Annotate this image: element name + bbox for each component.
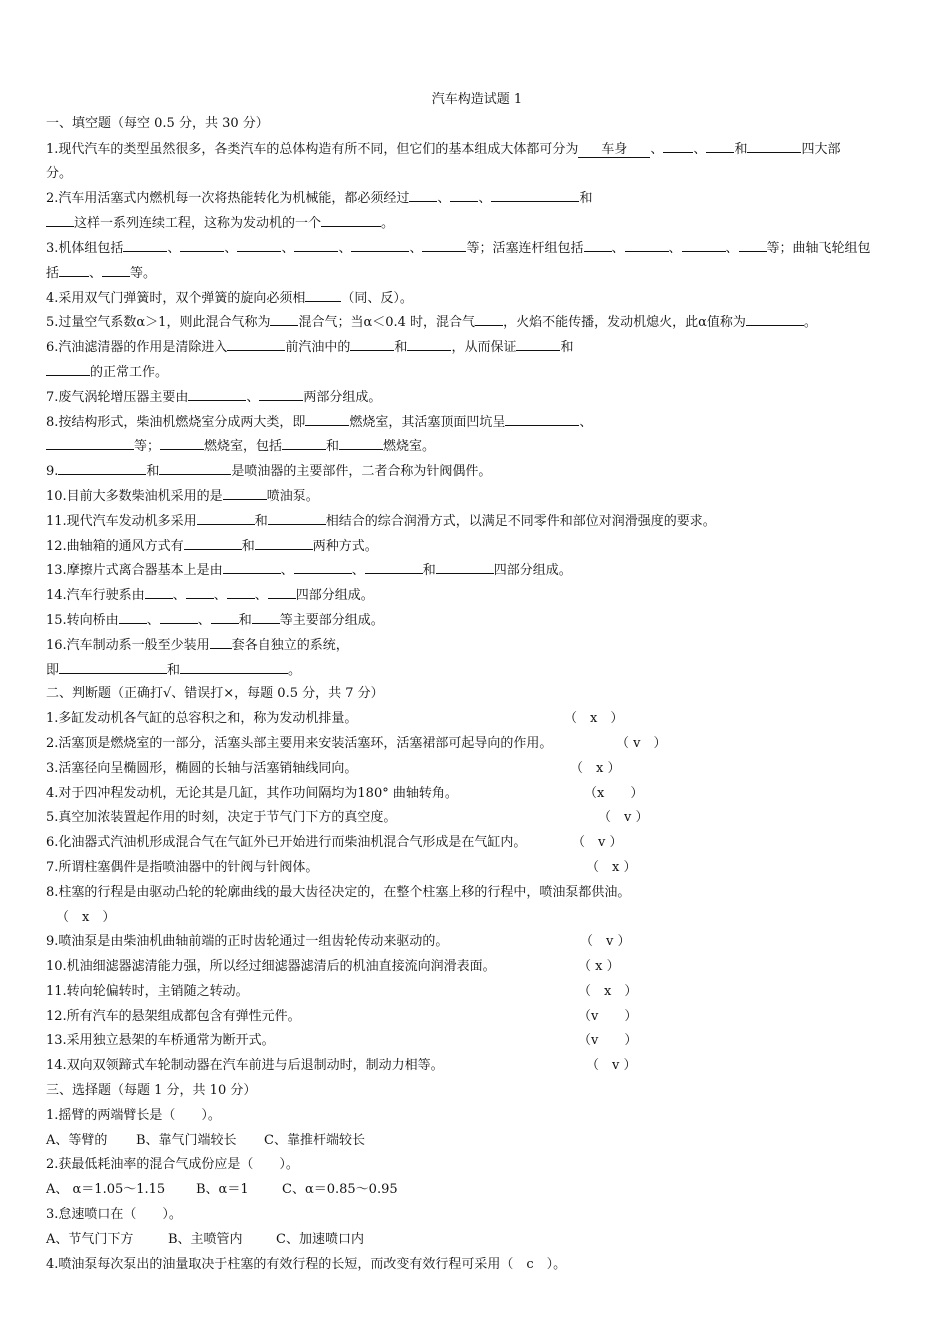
judge-item [46, 955, 908, 980]
question-line [46, 236, 908, 261]
question-text: 11.现代汽车发动机多采用 [46, 513, 197, 529]
judge-question-text: 12.所有汽车的悬架组成都包含有弹性元件。 [46, 1008, 301, 1024]
section-heading: 三、选择题（每题 1 分，共 10 分） [46, 1083, 257, 1099]
question-text: 四部分组成。 [493, 563, 572, 579]
answer-blank[interactable] [294, 236, 338, 252]
question-text: 等；曲轴飞轮组包 [766, 240, 871, 256]
question-text: 相结合的综合润滑方式，以满足不同零件和部位对润滑强度的要求。 [325, 513, 716, 529]
answer-blank[interactable] [59, 261, 89, 277]
judge-question-text: 9.喷油泵是由柴油机曲轴前端的正时齿轮通过一组齿轮传动来驱动的。 [46, 934, 449, 950]
answer-blank[interactable] [682, 236, 726, 252]
judge-answer[interactable]: （ x ） [578, 983, 638, 999]
judge-list [46, 707, 908, 1079]
question-text: 燃烧室。 [383, 439, 436, 455]
question-text: 套各自独立的系统， [231, 637, 349, 653]
separator: 、 [338, 240, 352, 256]
answer-blank[interactable] [188, 385, 246, 401]
answer-blank[interactable] [407, 335, 451, 351]
judge-item [46, 782, 908, 807]
question-text: 、 [579, 414, 593, 430]
answer-blank[interactable] [159, 459, 231, 475]
question-text: 这样一系列连续工程，这称为发动机的一个 [74, 216, 322, 232]
question-text: 和 [167, 662, 181, 678]
judge-answer[interactable]: （ x ） [578, 959, 620, 975]
answer-blank[interactable] [409, 186, 437, 202]
question-text: 、 [478, 191, 492, 207]
judge-question-text: 2.活塞顶是燃烧室的一部分，活塞头部主要用来安装活塞环，活塞裙部可起导向的作用。 [46, 735, 553, 751]
judge-item [46, 1005, 908, 1030]
judge-answer[interactable]: （ v ） [598, 810, 649, 826]
exam-title: 汽车构造试题 1 [431, 92, 523, 107]
question-text: 四大部 [801, 141, 841, 157]
answer-blank[interactable] [255, 534, 313, 550]
question-text: 。 [288, 662, 302, 678]
question-text: （同、反）。 [341, 290, 413, 306]
answer-blank[interactable] [46, 434, 134, 450]
judge-question-text: 1.多缸发动机各气缸的总容积之和，称为发动机排量。 [46, 711, 358, 727]
judge-item [46, 881, 908, 906]
judge-answer[interactable]: （v ） [578, 1033, 638, 1049]
answer-blank[interactable] [259, 385, 303, 401]
question-text: 和 [254, 513, 268, 529]
choice-option[interactable]: B、α＝1 [196, 1182, 249, 1198]
answer-blank[interactable] [210, 633, 232, 649]
question-text: 四部分组成。 [295, 588, 374, 604]
question-line [46, 484, 908, 509]
question-text: 括 [46, 265, 60, 281]
question-text: 和 [422, 563, 436, 579]
question-text: 3.机体组包括 [46, 240, 124, 256]
answer-blank[interactable] [305, 410, 349, 426]
question-line [46, 310, 908, 335]
answer-blank[interactable] [625, 236, 669, 252]
question-text: 和 [734, 141, 748, 157]
answer-blank[interactable] [252, 608, 280, 624]
question-text: 燃烧室，包括 [204, 439, 283, 455]
judge-question-text: 7.所谓柱塞偶件是指喷油器中的针阀与针阀体。 [46, 859, 319, 875]
answer-blank[interactable] [294, 558, 352, 574]
question-text: 、 [351, 563, 365, 579]
answer-blank[interactable] [351, 236, 409, 252]
judge-question-text: 14.双向双领蹄式车轮制动器在汽车前进与后退制动时，制动力相等。 [46, 1058, 444, 1074]
question-text: 燃烧室，其活塞顶面凹坑呈 [349, 414, 506, 430]
judge-item [46, 856, 908, 881]
choice-question: 1.摇臂的两端臂长是（ ）。 [46, 1107, 221, 1123]
judge-answer[interactable]: （ x ） [570, 760, 621, 776]
judge-item [46, 1029, 908, 1054]
judge-answer[interactable]: （ v ） [616, 735, 667, 751]
separator: 、 [167, 240, 181, 256]
question-text: 和 [394, 340, 408, 356]
answer-blank[interactable] [119, 608, 147, 624]
answer-blank[interactable] [211, 608, 239, 624]
separator: 、 [281, 240, 295, 256]
question-text: 4.采用双气门弹簧时，双个弹簧的旋向必须相 [46, 290, 306, 306]
judge-question-text: 4.对于四冲程发动机，无论其是几缸，其作功间隔均为180° 曲轴转角。 [46, 785, 458, 801]
answer-blank[interactable] [475, 310, 503, 326]
judge-item [46, 757, 908, 782]
judge-answer[interactable]: （ v ） [580, 934, 631, 950]
question-text: 混合气；当α＜0.4 时，混合气 [298, 315, 476, 331]
separator: 、 [409, 240, 423, 256]
question-text: 14.汽车行驶系由 [46, 588, 145, 604]
question-line [46, 509, 908, 534]
judge-question-text: 13.采用独立悬架的车桥通常为断开式。 [46, 1033, 275, 1049]
question-text: 、 [693, 141, 707, 157]
answer-blank[interactable] [746, 310, 804, 326]
answer-blank[interactable] [305, 286, 341, 302]
choice-option[interactable]: A、等臂的 [46, 1132, 108, 1148]
question-text: 。 [803, 315, 817, 331]
choice-option[interactable]: C、加速喷口内 [276, 1231, 364, 1247]
choice-options [46, 1178, 908, 1203]
question-text: 等。 [130, 265, 157, 281]
choice-option[interactable]: C、α＝0.85～0.95 [282, 1182, 398, 1198]
question-text: 等； [134, 439, 161, 455]
question-line [46, 335, 908, 360]
question-text: 和 [560, 340, 574, 356]
question-line [46, 633, 908, 658]
question-line [46, 410, 908, 435]
choice-question: 2.获最低耗油率的混合气成份应是（ ）。 [46, 1157, 299, 1173]
answer-blank[interactable] [270, 310, 298, 326]
answer-blank[interactable] [739, 236, 767, 252]
question-text: 。 [381, 216, 395, 232]
judge-answer[interactable]: （ x ） [586, 859, 637, 875]
question-text: 6.汽油滤清器的作用是清除进入 [46, 340, 228, 356]
separator: 、 [611, 240, 625, 256]
answer-blank[interactable] [160, 608, 198, 624]
answer-blank[interactable]: 车身 [578, 142, 650, 158]
question-text: 15.转向桥由 [46, 612, 119, 628]
answer-blank[interactable] [184, 534, 242, 550]
answer-blank[interactable] [450, 186, 478, 202]
question-line [46, 261, 908, 286]
judge-answer[interactable]: （v ） [578, 1008, 638, 1024]
answer-blank[interactable] [46, 360, 90, 376]
answer-blank[interactable] [123, 236, 167, 252]
answer-blank[interactable] [422, 236, 466, 252]
answer-blank[interactable] [46, 211, 74, 227]
answer-blank[interactable] [160, 434, 204, 450]
separator: 、 [89, 265, 103, 281]
question-text: 的正常工作。 [90, 364, 169, 380]
answer-blank[interactable] [227, 335, 285, 351]
question-line: 分。 [46, 165, 73, 181]
question-text: 和 [238, 612, 252, 628]
answer-blank[interactable] [436, 558, 494, 574]
judge-answer[interactable]: （x ） [584, 785, 644, 801]
question-text: ，火焰不能传播，发动机熄火，此α值称为 [503, 315, 746, 331]
judge-item [46, 1054, 908, 1079]
answer-blank[interactable] [350, 335, 394, 351]
question-text: 两部分组成。 [303, 389, 382, 405]
answer-blank[interactable] [145, 583, 173, 599]
question-line [46, 186, 908, 211]
question-text: 、 [650, 141, 664, 157]
question-line [46, 434, 908, 459]
answer-blank[interactable] [223, 484, 267, 500]
question-text: 、 [246, 389, 260, 405]
question-text: 前汽油中的 [285, 340, 351, 356]
answer-blank[interactable] [197, 509, 255, 525]
question-text: 、 [437, 191, 451, 207]
question-line [46, 608, 908, 633]
answer-blank[interactable] [268, 583, 296, 599]
answer-blank[interactable] [180, 236, 224, 252]
question-line [46, 558, 908, 583]
answer-blank[interactable] [365, 558, 423, 574]
question-line [46, 459, 908, 484]
question-text: 16.汽车制动系一般至少装用 [46, 637, 210, 653]
choice-options [46, 1129, 908, 1154]
choice-option[interactable]: B、靠气门端较长 [136, 1132, 237, 1148]
judge-answer[interactable]: （ v ） [586, 1058, 637, 1074]
choice-options [46, 1228, 908, 1253]
judge-item [46, 930, 908, 955]
question-line [46, 534, 908, 559]
judge-question-text: 8.柱塞的行程是由驱动凸轮的轮廓曲线的最大齿径决定的，在整个柱塞上移的行程中，喷油泵都供油。 [46, 884, 631, 900]
judge-item [46, 806, 908, 831]
question-text: 和 [579, 191, 593, 207]
answer-blank[interactable] [339, 434, 383, 450]
separator: 、 [668, 240, 682, 256]
choice-option[interactable]: B、主喷管内 [168, 1231, 243, 1247]
judge-item [46, 732, 908, 757]
question-text: 和 [326, 439, 340, 455]
judge-item [46, 831, 908, 856]
question-text: 12.曲轴箱的通风方式有 [46, 538, 184, 554]
separator: 、 [254, 588, 268, 604]
choice-option[interactable]: A、 α＝1.05～1.15 [46, 1182, 166, 1198]
answer-blank[interactable] [516, 335, 560, 351]
question-text: 、 [280, 563, 294, 579]
question-text: 9. [46, 464, 59, 480]
answer-blank[interactable] [237, 236, 281, 252]
question-text: 两种方式。 [312, 538, 378, 554]
judge-answer[interactable]: （ x ） [56, 909, 116, 925]
judge-question-text: 11.转向轮偏转时，主销随之转动。 [46, 983, 249, 999]
question-text: 喷油泵。 [266, 488, 319, 504]
section-heading: 二、判断题（正确打√、错误打×，每题 0.5 分，共 7 分） [46, 686, 384, 702]
question-line [46, 385, 908, 410]
question-text: 5.过量空气系数α＞1，则此混合气称为 [46, 315, 271, 331]
judge-question-text: 5.真空加浓装置起作用的时刻，决定于节气门下方的真空度。 [46, 810, 397, 826]
answer-blank[interactable] [706, 137, 734, 153]
question-text: 13.摩擦片式离合器基本上是由 [46, 563, 223, 579]
answer-blank[interactable] [102, 261, 130, 277]
question-text: 是喷油器的主要部件，二者合称为针阀偶件。 [231, 464, 492, 480]
question-text: 2.汽车用活塞式内燃机每一次将热能转化为机械能，都必须经过 [46, 191, 410, 207]
question-line [46, 137, 908, 162]
judge-question-text: 3.活塞径向呈椭圆形，椭圆的长轴与活塞销轴线同向。 [46, 760, 358, 776]
question-text: 即 [46, 662, 60, 678]
separator: 、 [224, 240, 238, 256]
choice-question: 3.怠速喷口在（ ）。 [46, 1207, 182, 1223]
question-text: 和 [241, 538, 255, 554]
question-line [46, 360, 908, 385]
judge-item [46, 707, 908, 732]
answer-blank[interactable] [321, 211, 381, 227]
answer-blank[interactable] [268, 509, 326, 525]
answer-blank[interactable] [584, 236, 612, 252]
judge-item [46, 906, 908, 931]
answer-blank[interactable] [282, 434, 326, 450]
judge-answer[interactable]: （ x ） [564, 711, 624, 727]
question-line [46, 211, 908, 236]
choice-option[interactable]: C、靠推杆端较长 [264, 1132, 365, 1148]
separator: 、 [172, 588, 186, 604]
question-line [46, 658, 908, 683]
question-line [46, 583, 908, 608]
answer-blank[interactable] [58, 459, 146, 475]
choice-question: 4.喷油泵每次泵出的油量取决于柱塞的有效行程的长短，而改变有效行程可采用（ c ）。 [46, 1256, 567, 1272]
answer-blank[interactable] [505, 410, 579, 426]
answer-blank[interactable] [663, 137, 693, 153]
separator: 、 [213, 588, 227, 604]
question-text: 8.按结构形式，柴油机燃烧室分成两大类，即 [46, 414, 306, 430]
question-text: 等主要部分组成。 [279, 612, 384, 628]
choice-option[interactable]: A、节气门下方 [46, 1231, 134, 1247]
separator: 、 [725, 240, 739, 256]
answer-blank[interactable] [180, 658, 288, 674]
separator: 、 [146, 612, 160, 628]
answer-blank[interactable] [186, 583, 214, 599]
question-text: 10.目前大多数柴油机采用的是 [46, 488, 223, 504]
answer-blank[interactable] [227, 583, 255, 599]
answer-blank[interactable] [223, 558, 281, 574]
answer-blank[interactable] [747, 137, 801, 153]
question-text: 1.现代汽车的类型虽然很多，各类汽车的总体构造有所不同，但它们的基本组成大体都可分为 [46, 141, 579, 157]
question-text: 等；活塞连杆组包括 [466, 240, 584, 256]
question-text: ，从而保证 [451, 340, 517, 356]
section-heading: 一、填空题（每空 0.5 分，共 30 分） [46, 116, 269, 131]
judge-question-text: 6.化油器式汽油机形成混合气在气缸外已开始进行而柴油机混合气形成是在气缸内。 [46, 835, 527, 851]
question-text: 7.废气涡轮增压器主要由 [46, 389, 189, 405]
exam-page [46, 88, 908, 1277]
answer-blank[interactable] [491, 186, 579, 202]
answer-blank[interactable] [59, 658, 167, 674]
question-text: 和 [146, 464, 160, 480]
separator: 、 [197, 612, 211, 628]
judge-answer[interactable]: （ v ） [572, 835, 623, 851]
question-line [46, 286, 908, 311]
judge-question-text: 10.机油细滤器滤清能力强，所以经过细滤器滤清后的机油直接流向润滑表面。 [46, 959, 496, 975]
judge-item [46, 980, 908, 1005]
